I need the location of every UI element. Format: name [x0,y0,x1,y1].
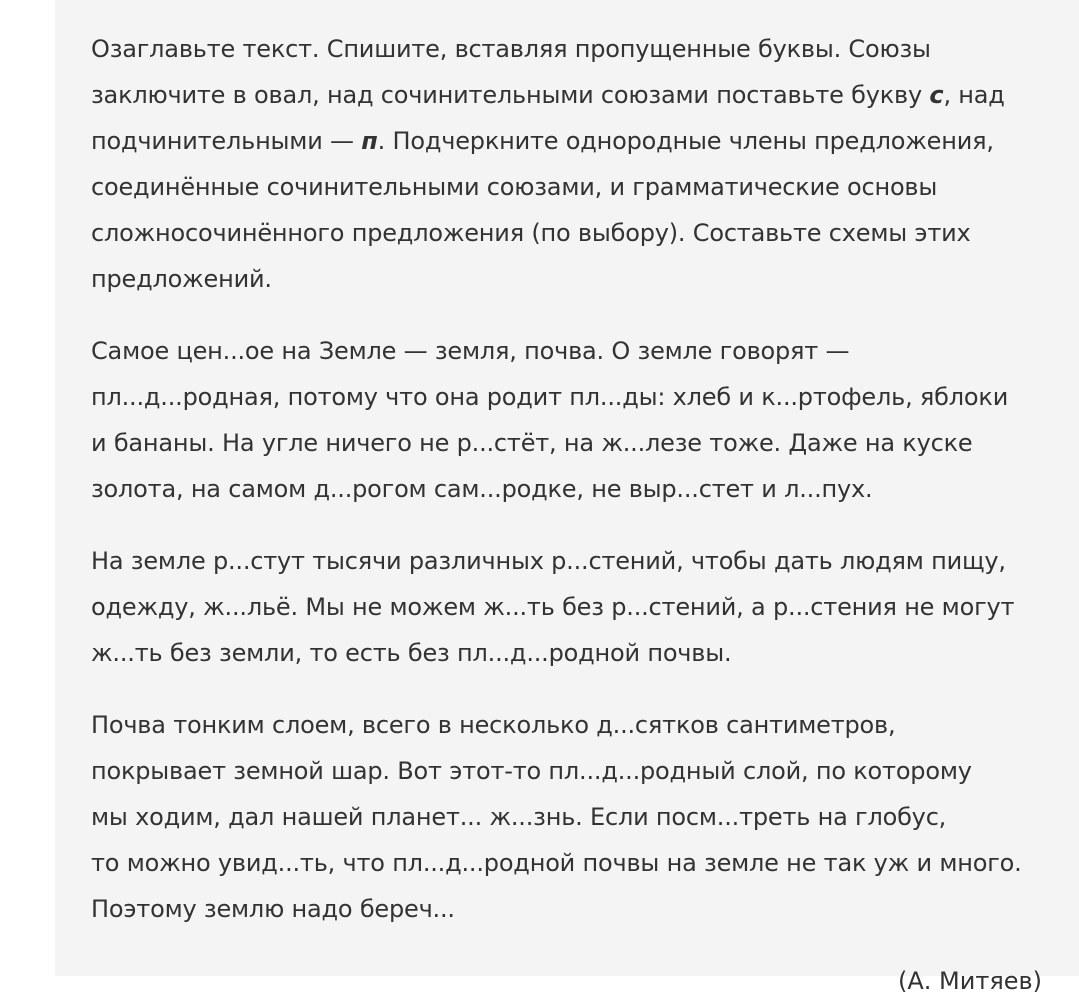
exercise-paragraph-3 [91,702,1051,932]
text-line: Почва тонким слоем, всего в несколько д...сятков сантиметров, [91,711,896,739]
text-line: золота, на самом д...рогом сам...родке, не выр...стет и л...пух. [91,475,873,503]
task-text: , над [943,81,1005,109]
text-line: ж...ть без земли, то есть без пл...д...родной почвы. [91,639,732,667]
text-line: Самое цен...ое на Земле — земля, почва. О земле говорят — [91,337,850,365]
task-text: . Подчеркните однородные члены предложения, [377,127,994,155]
letter-s-mark: с [929,81,944,109]
text-line: Поэтому землю надо береч... [91,895,455,923]
text-line: одежду, ж...льё. Мы не можем ж...ть без р...стений, а р...стения не могут [91,593,1015,621]
exercise-paragraph-1 [91,328,1051,512]
text-line: покрывает земной шар. Вот этот-то пл...д...родный слой, по которому [91,757,972,785]
task-line: предложений. [91,265,272,293]
task-line [91,118,1051,164]
task-line: Озаглавьте текст. Спишите, вставляя пропущенные буквы. Союзы [91,35,931,63]
author-attribution: (А. Митяев) [898,967,1043,995]
text-line: то можно увид...ть, что пл...д...родной почвы на земле не так уж и много. [91,849,1022,877]
task-instructions [91,26,1051,302]
letter-p-mark: п [361,127,378,155]
task-line: соединённые сочинительными союзами, и грамматические основы [91,173,938,201]
task-line [91,72,1051,118]
text-panel [55,0,1079,995]
text-line: мы ходим, дал нашей планет... ж...знь. Если посм...треть на глобус, [91,803,947,831]
exercise-paragraph-2 [91,538,1051,676]
text-content [91,26,1051,958]
task-text: подчинительными — [91,127,362,155]
text-line: На земле р...стут тысячи различных р...стений, чтобы дать людям пищу, [91,547,1006,575]
text-line: и бананы. На угле ничего не р...стёт, на ж...лезе тоже. Даже на куске [91,429,973,457]
text-line: пл...д...родная, потому что она родит пл...ды: хлеб и к...ртофель, яблоки [91,383,1009,411]
task-line: сложносочинённого предложения (по выбору). Составьте схемы этих [91,219,971,247]
task-text: заключите в овал, над сочинительными союзами поставьте букву [91,81,930,109]
